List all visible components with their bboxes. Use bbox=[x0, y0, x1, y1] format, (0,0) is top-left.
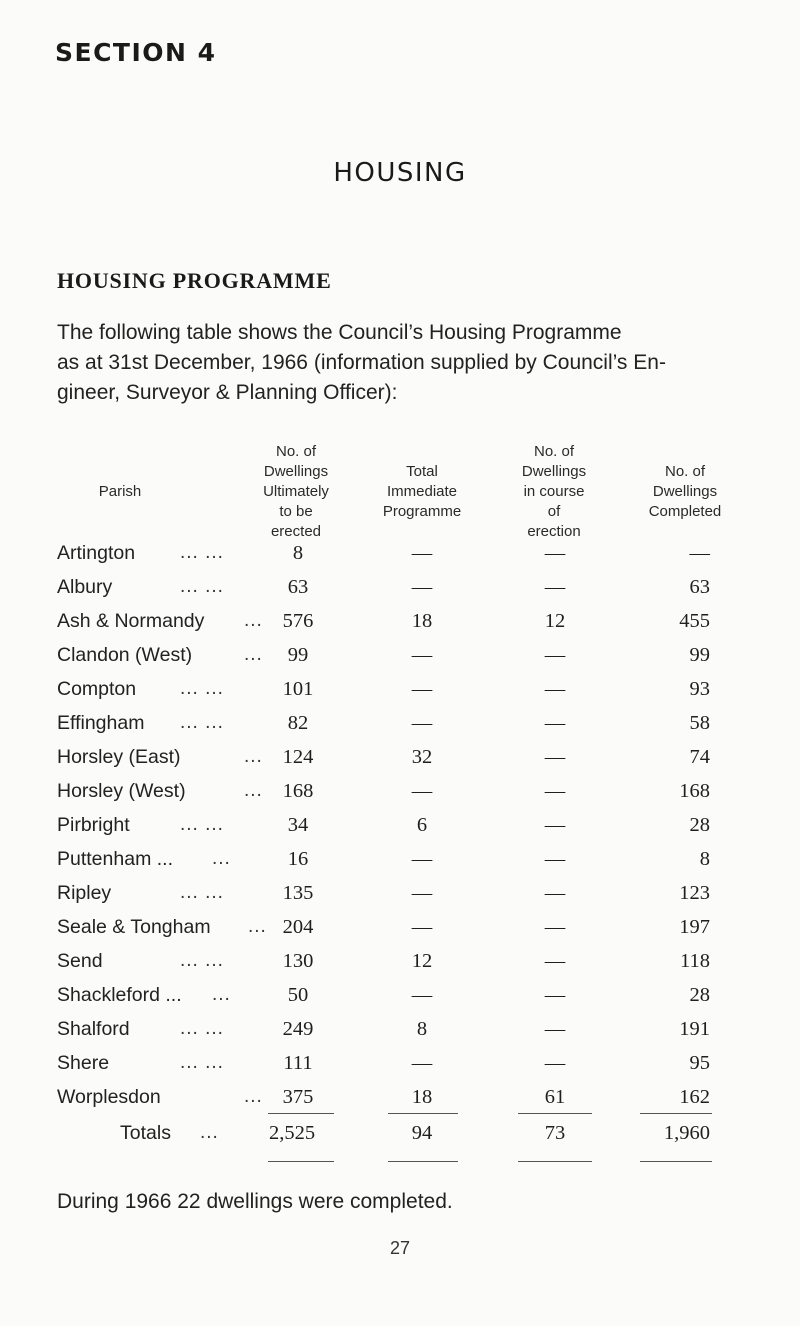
table-row bbox=[0, 916, 800, 944]
intro-line: gineer, Surveyor & Planning Officer): bbox=[57, 381, 398, 404]
cell-ultimate: 111 bbox=[283, 1052, 313, 1074]
cell-ultimate: 99 bbox=[287, 644, 309, 666]
cell-ultimate: 375 bbox=[282, 1086, 314, 1108]
cell-completed: 93 bbox=[689, 678, 710, 700]
cell-programme: 18 bbox=[411, 610, 433, 632]
parish-name: Albury bbox=[57, 576, 113, 598]
header-line: Dwellings bbox=[521, 463, 587, 480]
section-label: SECTION 4 bbox=[55, 38, 217, 67]
header-programme bbox=[362, 462, 482, 522]
parish-name: Horsley (West) bbox=[57, 780, 186, 802]
header-line: Dwellings bbox=[263, 463, 329, 480]
dot-leader: ... ... bbox=[180, 950, 224, 971]
cell-ultimate: 168 bbox=[282, 780, 314, 802]
rule-above-total bbox=[640, 1113, 712, 1114]
dot-leader: ... ... bbox=[180, 678, 224, 699]
header-line: Total bbox=[406, 463, 438, 480]
cell-programme: 8 bbox=[416, 1018, 428, 1040]
dot-leader: ... ... bbox=[180, 1052, 224, 1073]
dot-leader: ... bbox=[248, 916, 267, 937]
cell-programme: — bbox=[411, 678, 433, 700]
table-row bbox=[0, 780, 800, 808]
header-line: No. of bbox=[664, 463, 706, 480]
cell-completed: 162 bbox=[679, 1086, 710, 1108]
cell-completed: 74 bbox=[689, 746, 710, 768]
dot-leader: ... bbox=[212, 848, 231, 869]
header-line: in course bbox=[523, 483, 585, 500]
cell-completed: 95 bbox=[689, 1052, 710, 1074]
cell-completed: 118 bbox=[680, 950, 710, 972]
table-row bbox=[0, 678, 800, 706]
cell-ultimate: 204 bbox=[282, 916, 314, 938]
header-line: of bbox=[547, 503, 561, 520]
table-row bbox=[0, 1052, 800, 1080]
cell-programme: — bbox=[411, 542, 433, 564]
cell-in-course: — bbox=[544, 1052, 566, 1074]
parish-name: Puttenham ... bbox=[57, 848, 173, 870]
cell-programme: 18 bbox=[411, 1086, 433, 1108]
header-line: Ultimately bbox=[263, 483, 329, 500]
cell-in-course: — bbox=[544, 950, 566, 972]
cell-ultimate: 130 bbox=[282, 950, 314, 972]
total-programme: 94 bbox=[411, 1122, 433, 1144]
table-row bbox=[0, 542, 800, 570]
intro-line: The following table shows the Council’s Housing Programme bbox=[57, 321, 622, 344]
cell-programme: 12 bbox=[411, 950, 433, 972]
cell-ultimate: 101 bbox=[282, 678, 314, 700]
header-line: to be bbox=[279, 503, 313, 520]
page-number: 27 bbox=[389, 1238, 411, 1258]
parish-name: Shalford bbox=[57, 1018, 130, 1040]
cell-completed: 191 bbox=[679, 1018, 710, 1040]
cell-completed: 28 bbox=[689, 984, 710, 1006]
dot-leader: ... bbox=[200, 1122, 219, 1143]
cell-completed: 197 bbox=[679, 916, 710, 938]
header-ultimate bbox=[236, 442, 356, 542]
table-row bbox=[0, 814, 800, 842]
cell-programme: — bbox=[411, 576, 433, 598]
dot-leader: ... ... bbox=[180, 814, 224, 835]
intro-paragraph bbox=[57, 318, 757, 408]
cell-programme: 6 bbox=[416, 814, 428, 836]
rule-below-total bbox=[388, 1161, 458, 1162]
parish-name: Send bbox=[57, 950, 103, 972]
cell-programme: 32 bbox=[411, 746, 433, 768]
cell-ultimate: 34 bbox=[287, 814, 309, 836]
rule-above-total bbox=[388, 1113, 458, 1114]
dot-leader: ... bbox=[244, 610, 263, 631]
table-row bbox=[0, 712, 800, 740]
cell-programme: — bbox=[411, 712, 433, 734]
cell-in-course: — bbox=[544, 746, 566, 768]
cell-in-course: — bbox=[544, 984, 566, 1006]
cell-in-course: — bbox=[544, 712, 566, 734]
parish-name: Shere bbox=[57, 1052, 110, 1074]
dot-leader: ... ... bbox=[180, 542, 224, 563]
header-line: erection bbox=[527, 523, 581, 540]
rule-above-total bbox=[268, 1113, 334, 1114]
table-row bbox=[0, 746, 800, 774]
page-title: HOUSING bbox=[333, 158, 467, 188]
intro-line: as at 31st December, 1966 (information supplied by Council’s En- bbox=[57, 351, 666, 374]
rule-below-total bbox=[640, 1161, 712, 1162]
cell-in-course: — bbox=[544, 916, 566, 938]
rule-below-total bbox=[268, 1161, 334, 1162]
cell-ultimate: 8 bbox=[292, 542, 304, 564]
dot-leader: ... bbox=[212, 984, 231, 1005]
table-row bbox=[0, 950, 800, 978]
cell-programme: — bbox=[411, 848, 433, 870]
table-row bbox=[0, 882, 800, 910]
parish-name: Clandon (West) bbox=[57, 644, 193, 666]
cell-ultimate: 135 bbox=[282, 882, 314, 904]
total-completed: 1,960 bbox=[663, 1122, 710, 1144]
cell-ultimate: 82 bbox=[287, 712, 309, 734]
header-line: No. of bbox=[275, 443, 317, 460]
totals-label: Totals bbox=[120, 1122, 171, 1144]
parish-name: Shackleford ... bbox=[57, 984, 182, 1006]
cell-completed: 63 bbox=[689, 576, 710, 598]
table-row bbox=[0, 644, 800, 672]
dot-leader: ... ... bbox=[180, 576, 224, 597]
cell-ultimate: 124 bbox=[282, 746, 314, 768]
cell-completed: 58 bbox=[689, 712, 710, 734]
header-completed bbox=[620, 462, 750, 522]
cell-completed: 99 bbox=[689, 644, 710, 666]
header-line: Completed bbox=[648, 503, 722, 520]
cell-completed: 8 bbox=[699, 848, 710, 870]
parish-name: Seale & Tongham bbox=[57, 916, 211, 938]
header-line: No. of bbox=[533, 443, 575, 460]
cell-programme: — bbox=[411, 916, 433, 938]
parish-name: Effingham bbox=[57, 712, 145, 734]
header-parish bbox=[60, 482, 180, 502]
rule-below-total bbox=[518, 1161, 592, 1162]
cell-in-course: — bbox=[544, 882, 566, 904]
parish-name: Horsley (East) bbox=[57, 746, 181, 768]
table-row bbox=[0, 1018, 800, 1046]
cell-programme: — bbox=[411, 644, 433, 666]
parish-name: Artington bbox=[57, 542, 136, 564]
header-line: erected bbox=[270, 523, 322, 540]
cell-ultimate: 249 bbox=[282, 1018, 314, 1040]
table-row bbox=[0, 984, 800, 1012]
header-line: Immediate bbox=[386, 483, 458, 500]
dot-leader: ... ... bbox=[180, 712, 224, 733]
cell-ultimate: 63 bbox=[287, 576, 309, 598]
cell-completed: 123 bbox=[679, 882, 710, 904]
table-row bbox=[0, 1086, 800, 1114]
total-in-course: 73 bbox=[544, 1122, 566, 1144]
subtitle: HOUSING PROGRAMME bbox=[57, 268, 332, 293]
cell-ultimate: 50 bbox=[287, 984, 309, 1006]
cell-in-course: — bbox=[544, 576, 566, 598]
cell-in-course: — bbox=[544, 848, 566, 870]
dot-leader: ... ... bbox=[180, 1018, 224, 1039]
dot-leader: ... bbox=[244, 1086, 263, 1107]
cell-in-course: — bbox=[544, 542, 566, 564]
table-row bbox=[0, 610, 800, 638]
cell-in-course: — bbox=[544, 678, 566, 700]
cell-ultimate: 576 bbox=[282, 610, 314, 632]
cell-programme: — bbox=[411, 984, 433, 1006]
parish-name: Ripley bbox=[57, 882, 112, 904]
cell-in-course: — bbox=[544, 644, 566, 666]
cell-ultimate: 16 bbox=[287, 848, 309, 870]
parish-name: Compton bbox=[57, 678, 137, 700]
parish-name: Ash & Normandy bbox=[57, 610, 205, 632]
parish-name: Worplesdon bbox=[57, 1086, 161, 1108]
cell-in-course: — bbox=[544, 814, 566, 836]
table-row bbox=[0, 848, 800, 876]
header-line: Dwellings bbox=[652, 483, 718, 500]
cell-in-course: 12 bbox=[544, 610, 566, 632]
parish-name: Pirbright bbox=[57, 814, 130, 836]
cell-programme: — bbox=[411, 780, 433, 802]
header-in-course bbox=[494, 442, 614, 542]
dot-leader: ... bbox=[244, 746, 263, 767]
dot-leader: ... bbox=[244, 644, 263, 665]
header-line: Programme bbox=[382, 503, 462, 520]
total-ultimate: 2,525 bbox=[268, 1122, 316, 1144]
closing-note: During 1966 22 dwellings were completed. bbox=[57, 1190, 453, 1213]
rule-above-total bbox=[518, 1113, 592, 1114]
cell-completed: 455 bbox=[679, 610, 710, 632]
cell-programme: — bbox=[411, 882, 433, 904]
cell-completed: 28 bbox=[689, 814, 710, 836]
cell-in-course: — bbox=[544, 1018, 566, 1040]
cell-in-course: — bbox=[544, 780, 566, 802]
dot-leader: ... bbox=[244, 780, 263, 801]
cell-programme: — bbox=[411, 1052, 433, 1074]
cell-in-course: 61 bbox=[544, 1086, 566, 1108]
totals-row bbox=[0, 1122, 800, 1150]
dot-leader: ... ... bbox=[180, 882, 224, 903]
cell-completed: 168 bbox=[679, 780, 710, 802]
cell-completed: — bbox=[689, 542, 710, 564]
table-row bbox=[0, 576, 800, 604]
header-line: Parish bbox=[98, 483, 142, 500]
